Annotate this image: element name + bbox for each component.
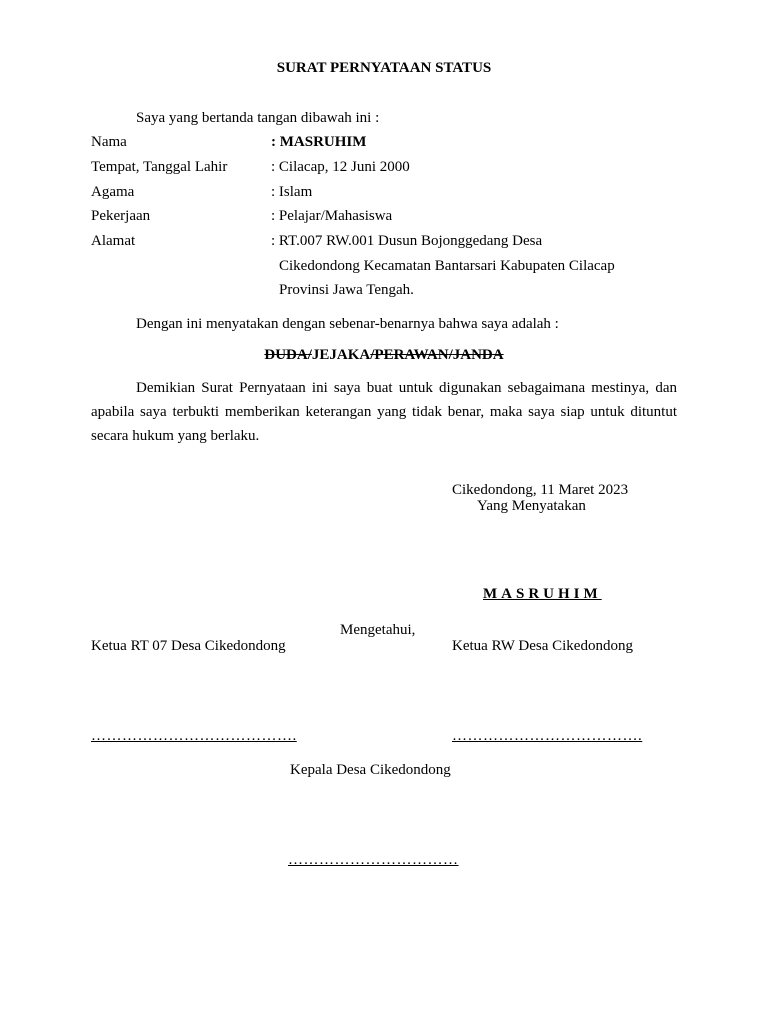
status-perawan: PERAWAN (374, 347, 449, 363)
name-value: : MASRUHIM (271, 134, 367, 150)
address-line-2: Cikedondong Kecamatan Bantarsari Kabupaten Cilacap (279, 258, 615, 274)
closing-paragraph: Demikian Surat Pernyataan ini saya buat untuk digunakan sebagaimana mestinya, dan apabila saya terbukti memberikan keterangan yang tidak benar, maka saya siap untuk dituntut secara hukum yang berlaku. (91, 380, 677, 444)
declarer-label: Yang Menyatakan (477, 498, 586, 514)
job-value: : Pelajar/Mahasiswa (271, 208, 393, 224)
birth-value: : Cilacap, 12 Juni 2000 (271, 159, 410, 175)
birth-label: Tempat, Tanggal Lahir (91, 159, 228, 175)
status-options (0, 343, 768, 367)
status-separator: / (307, 347, 312, 363)
religion-value: : Islam (271, 184, 313, 200)
place-date: Cikedondong, 11 Maret 2023 (452, 482, 629, 498)
declarer-name: MASRUHIM (483, 586, 602, 602)
address-line-3: Provinsi Jawa Tengah. (279, 282, 414, 298)
rt-signature-line: …………………………………. (91, 728, 297, 744)
intro-text: Saya yang bertanda tangan dibawah ini : (136, 110, 380, 126)
name-label: Nama (91, 134, 127, 150)
job-label: Pekerjaan (91, 208, 151, 224)
kades-title: Kepala Desa Cikedondong (290, 762, 451, 778)
address-label: Alamat (91, 233, 136, 249)
statement-text: Dengan ini menyatakan dengan sebenar-benarnya bahwa saya adalah : (136, 316, 559, 332)
rw-title: Ketua RW Desa Cikedondong (452, 638, 633, 654)
status-separator: / (370, 347, 375, 363)
rw-signature-line: ………………………………. (452, 728, 643, 744)
status-janda: JANDA (452, 347, 504, 363)
status-duda: DUDA (264, 347, 308, 363)
religion-label: Agama (91, 184, 135, 200)
kades-signature-line: …………………………… (288, 852, 459, 868)
acknowledged-label: Mengetahui, (340, 622, 416, 638)
rt-title: Ketua RT 07 Desa Cikedondong (91, 638, 286, 654)
document-title: SURAT PERNYATAAN STATUS (276, 60, 492, 76)
status-jejaka: JEJAKA (311, 347, 371, 363)
status-separator: / (448, 347, 453, 363)
address-line-1: : RT.007 RW.001 Dusun Bojonggedang Desa (271, 233, 543, 249)
